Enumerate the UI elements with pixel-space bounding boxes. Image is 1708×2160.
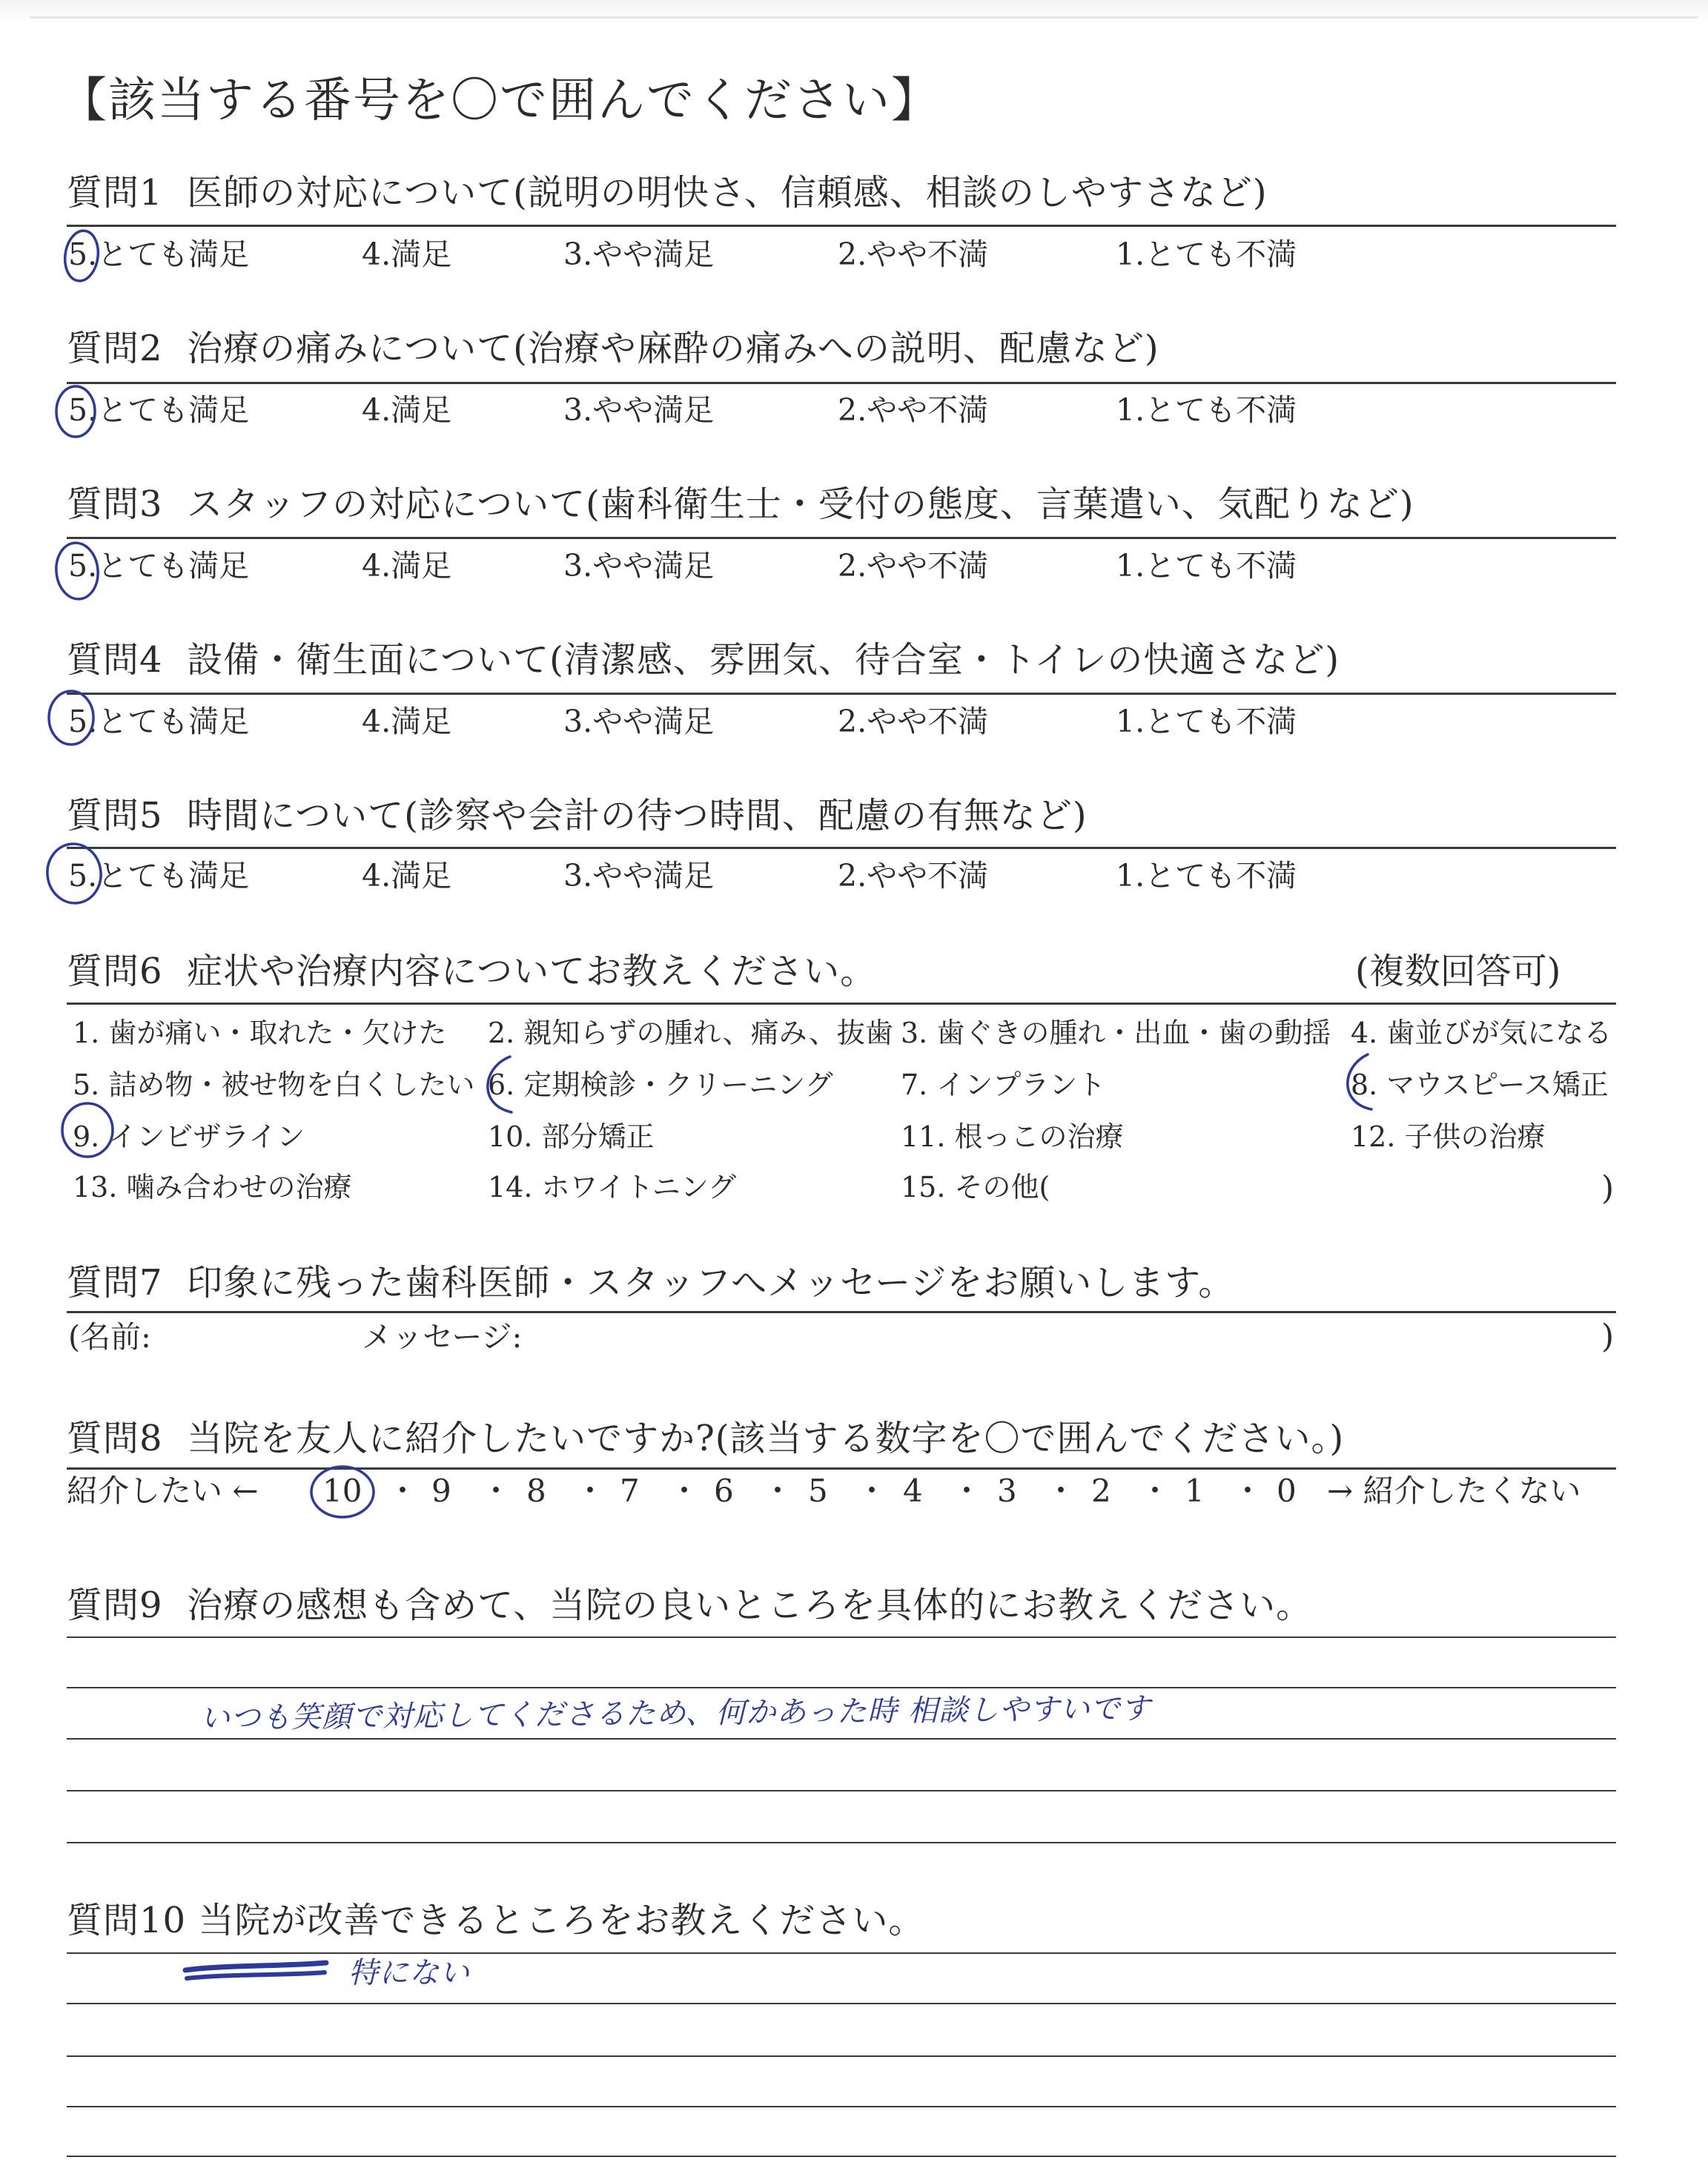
q5-option-5[interactable]: 5.とても満足 xyxy=(68,858,250,894)
q6-option-13[interactable]: 13. 噛み合わせの治療 xyxy=(73,1171,352,1203)
q8-dot: ・ xyxy=(669,1473,701,1509)
q10-strikethrough xyxy=(185,1963,326,1970)
question-1-heading xyxy=(67,171,1268,215)
question-9-number: 質問9 xyxy=(67,1585,163,1626)
q7-closing-paren: ) xyxy=(1601,1318,1615,1355)
q8-number-7[interactable]: 7 xyxy=(620,1473,640,1509)
question-7-number: 質問7 xyxy=(67,1262,163,1304)
question-4-rule xyxy=(67,693,1616,695)
q8-number-0[interactable]: 0 xyxy=(1277,1473,1297,1509)
q6-option-3[interactable]: 3. 歯ぐきの腫れ・出血・歯の動揺 xyxy=(901,1017,1331,1049)
q6-option-4[interactable]: 4. 歯並びが気になる xyxy=(1351,1017,1612,1049)
q9-writing-line xyxy=(67,1738,1616,1740)
q3-option-1[interactable]: 1.とても不満 xyxy=(1116,548,1297,584)
question-4-number: 質問4 xyxy=(67,639,163,681)
q8-dot: ・ xyxy=(387,1473,419,1509)
question-1-text: 医師の対応について(説明の明快さ、信頼感、相談のしやすさなど) xyxy=(187,172,1268,214)
q2-option-5[interactable]: 5.とても満足 xyxy=(68,392,250,428)
question-3-text: スタッフの対応について(歯科衛生士・受付の態度、言葉遣い、気配りなど) xyxy=(187,483,1414,525)
q7-message-field[interactable] xyxy=(549,1318,1586,1355)
q6-option-6[interactable]: 6. 定期検診・クリーニング xyxy=(488,1069,833,1101)
question-4-text: 設備・衛生面について(清潔感、雰囲気、待合室・トイレの快適さなど) xyxy=(187,639,1340,681)
q8-number-1[interactable]: 1 xyxy=(1185,1473,1205,1509)
q8-number-2[interactable]: 2 xyxy=(1091,1473,1111,1509)
q5-option-4[interactable]: 4.満足 xyxy=(362,858,452,894)
q5-option-3[interactable]: 3.やや満足 xyxy=(563,858,715,894)
question-8-text: 当院を友人に紹介したいですか?(該当する数字を〇で囲んでください。) xyxy=(187,1418,1345,1459)
q6-option-9[interactable]: 9. インビザライン xyxy=(73,1120,305,1153)
question-2-heading xyxy=(67,326,1159,371)
multiple-answers-note: (複数回答可) xyxy=(1355,951,1561,992)
question-8-rule xyxy=(67,1467,1616,1470)
q10-writing-line xyxy=(67,2003,1616,2004)
question-5-text: 時間について(診察や会計の待つ時間、配慮の有無など) xyxy=(187,795,1088,836)
question-4-heading xyxy=(67,638,1340,682)
q8-dot: ・ xyxy=(762,1473,794,1509)
q6-option-7[interactable]: 7. インプラント xyxy=(901,1069,1106,1101)
q4-option-5[interactable]: 5.とても満足 xyxy=(68,704,250,739)
question-10-text: 当院が改善できるところをお教えください。 xyxy=(198,1900,925,1941)
q7-message-label: メッセージ: xyxy=(362,1319,523,1355)
question-7-text: 印象に残った歯科医師・スタッフへメッセージをお願いします。 xyxy=(187,1262,1235,1304)
q8-number-8[interactable]: 8 xyxy=(526,1473,546,1509)
q8-left-label: 紹介したい ← xyxy=(67,1473,259,1509)
q4-option-3[interactable]: 3.やや満足 xyxy=(563,704,715,739)
q9-writing-line xyxy=(67,1842,1616,1843)
question-6-number: 質問6 xyxy=(67,951,163,992)
q9-handwritten-answer[interactable]: いつも笑顔で対応してくださるため、何かあった時 相談しやすいです xyxy=(199,1691,1151,1736)
q8-number-4[interactable]: 4 xyxy=(903,1473,923,1509)
question-3-rule xyxy=(67,537,1616,539)
question-3-heading xyxy=(67,482,1414,526)
q2-option-1[interactable]: 1.とても不満 xyxy=(1116,392,1297,428)
q1-option-4[interactable]: 4.満足 xyxy=(362,237,452,272)
q6-option-15[interactable]: 15. その他( xyxy=(901,1171,1050,1203)
question-7-heading xyxy=(67,1261,1234,1305)
question-5-heading xyxy=(67,793,1088,838)
q10-strikethrough xyxy=(187,1972,325,1978)
q3-option-2[interactable]: 2.やや不満 xyxy=(838,548,989,584)
q8-number-9[interactable]: 9 xyxy=(431,1473,451,1509)
q3-option-3[interactable]: 3.やや満足 xyxy=(563,548,715,584)
q8-dot: ・ xyxy=(480,1473,512,1509)
q8-number-6[interactable]: 6 xyxy=(714,1473,734,1509)
q6-option-14[interactable]: 14. ホワイトニング xyxy=(488,1171,737,1203)
q9-writing-line xyxy=(67,1636,1616,1638)
page-title: 【該当する番号を〇で囲んでください】 xyxy=(59,73,940,128)
q10-writing-line xyxy=(67,2156,1616,2157)
q8-dot: ・ xyxy=(1045,1473,1077,1509)
q8-dot: ・ xyxy=(1232,1473,1264,1509)
q7-name-field[interactable] xyxy=(178,1318,348,1355)
scan-edge-line xyxy=(30,16,1698,19)
q9-writing-line xyxy=(67,1687,1616,1688)
question-2-rule xyxy=(67,382,1616,384)
question-6-text: 症状や治療内容についてお教えください。 xyxy=(187,951,877,992)
q6-closing-paren: ) xyxy=(1601,1169,1615,1207)
question-6-heading xyxy=(67,949,876,994)
q4-option-2[interactable]: 2.やや不満 xyxy=(838,704,989,739)
q6-option-10[interactable]: 10. 部分矯正 xyxy=(488,1120,655,1153)
q3-option-5[interactable]: 5.とても満足 xyxy=(68,548,250,584)
question-3-number: 質問3 xyxy=(67,483,163,525)
q1-option-3[interactable]: 3.やや満足 xyxy=(563,237,715,272)
q9-writing-line xyxy=(67,1790,1616,1791)
q6-option-5[interactable]: 5. 詰め物・被せ物を白くしたい xyxy=(73,1069,475,1101)
scan-top-band xyxy=(0,0,1708,22)
q6-option-8[interactable]: 8. マウスピース矯正 xyxy=(1351,1069,1609,1101)
q1-option-5[interactable]: 5.とても満足 xyxy=(68,237,250,272)
q8-dot: ・ xyxy=(856,1473,888,1509)
q5-option-2[interactable]: 2.やや不満 xyxy=(838,858,989,894)
question-6-rule xyxy=(67,1003,1616,1005)
q1-option-2[interactable]: 2.やや不満 xyxy=(838,237,989,272)
q6-option-1[interactable]: 1. 歯が痛い・取れた・欠けた xyxy=(73,1017,447,1049)
question-10-number: 質問10 xyxy=(67,1900,187,1941)
q10-writing-line xyxy=(67,2106,1616,2107)
q6-option-12[interactable]: 12. 子供の治療 xyxy=(1351,1120,1546,1153)
q2-option-3[interactable]: 3.やや満足 xyxy=(563,392,715,428)
q3-option-4[interactable]: 4.満足 xyxy=(362,548,452,584)
question-1-rule xyxy=(67,225,1616,227)
question-9-text: 治療の感想も含めて、当院の良いところを具体的にお教えください。 xyxy=(187,1585,1313,1626)
question-5-rule xyxy=(67,847,1616,849)
q8-dot: ・ xyxy=(1139,1473,1171,1509)
question-10-heading xyxy=(67,1898,924,1943)
q8-number-3[interactable]: 3 xyxy=(997,1473,1017,1509)
question-1-number: 質問1 xyxy=(67,172,163,214)
q6-option-2[interactable]: 2. 親知らずの腫れ、痛み、抜歯 xyxy=(488,1017,893,1049)
q5-option-1[interactable]: 1.とても不満 xyxy=(1116,858,1297,894)
question-8-heading xyxy=(67,1416,1344,1461)
q10-writing-line xyxy=(67,2055,1616,2057)
q6-option-11[interactable]: 11. 根っこの治療 xyxy=(901,1120,1124,1153)
q2-option-2[interactable]: 2.やや不満 xyxy=(838,392,989,428)
question-7-rule xyxy=(67,1311,1616,1313)
q8-right-label: → 紹介したくない xyxy=(1327,1473,1581,1509)
q8-dot: ・ xyxy=(951,1473,983,1509)
q1-option-1[interactable]: 1.とても不満 xyxy=(1116,237,1297,272)
question-9-heading xyxy=(67,1583,1312,1628)
question-5-number: 質問5 xyxy=(67,795,163,836)
question-8-number: 質問8 xyxy=(67,1418,163,1459)
q8-number-5[interactable]: 5 xyxy=(808,1473,828,1509)
q4-option-1[interactable]: 1.とても不満 xyxy=(1116,704,1297,739)
q10-writing-line xyxy=(67,1952,1616,1954)
q8-dot: ・ xyxy=(575,1473,606,1509)
q7-name-label: (名前: xyxy=(68,1319,151,1355)
q2-option-4[interactable]: 4.満足 xyxy=(362,392,452,428)
question-2-text: 治療の痛みについて(治療や麻酔の痛みへの説明、配慮など) xyxy=(187,328,1159,369)
q8-number-10[interactable]: 10 xyxy=(322,1473,363,1509)
question-2-number: 質問2 xyxy=(67,328,163,369)
q4-option-4[interactable]: 4.満足 xyxy=(362,704,452,739)
q10-handwritten-answer[interactable]: 特にない xyxy=(348,1956,470,1990)
